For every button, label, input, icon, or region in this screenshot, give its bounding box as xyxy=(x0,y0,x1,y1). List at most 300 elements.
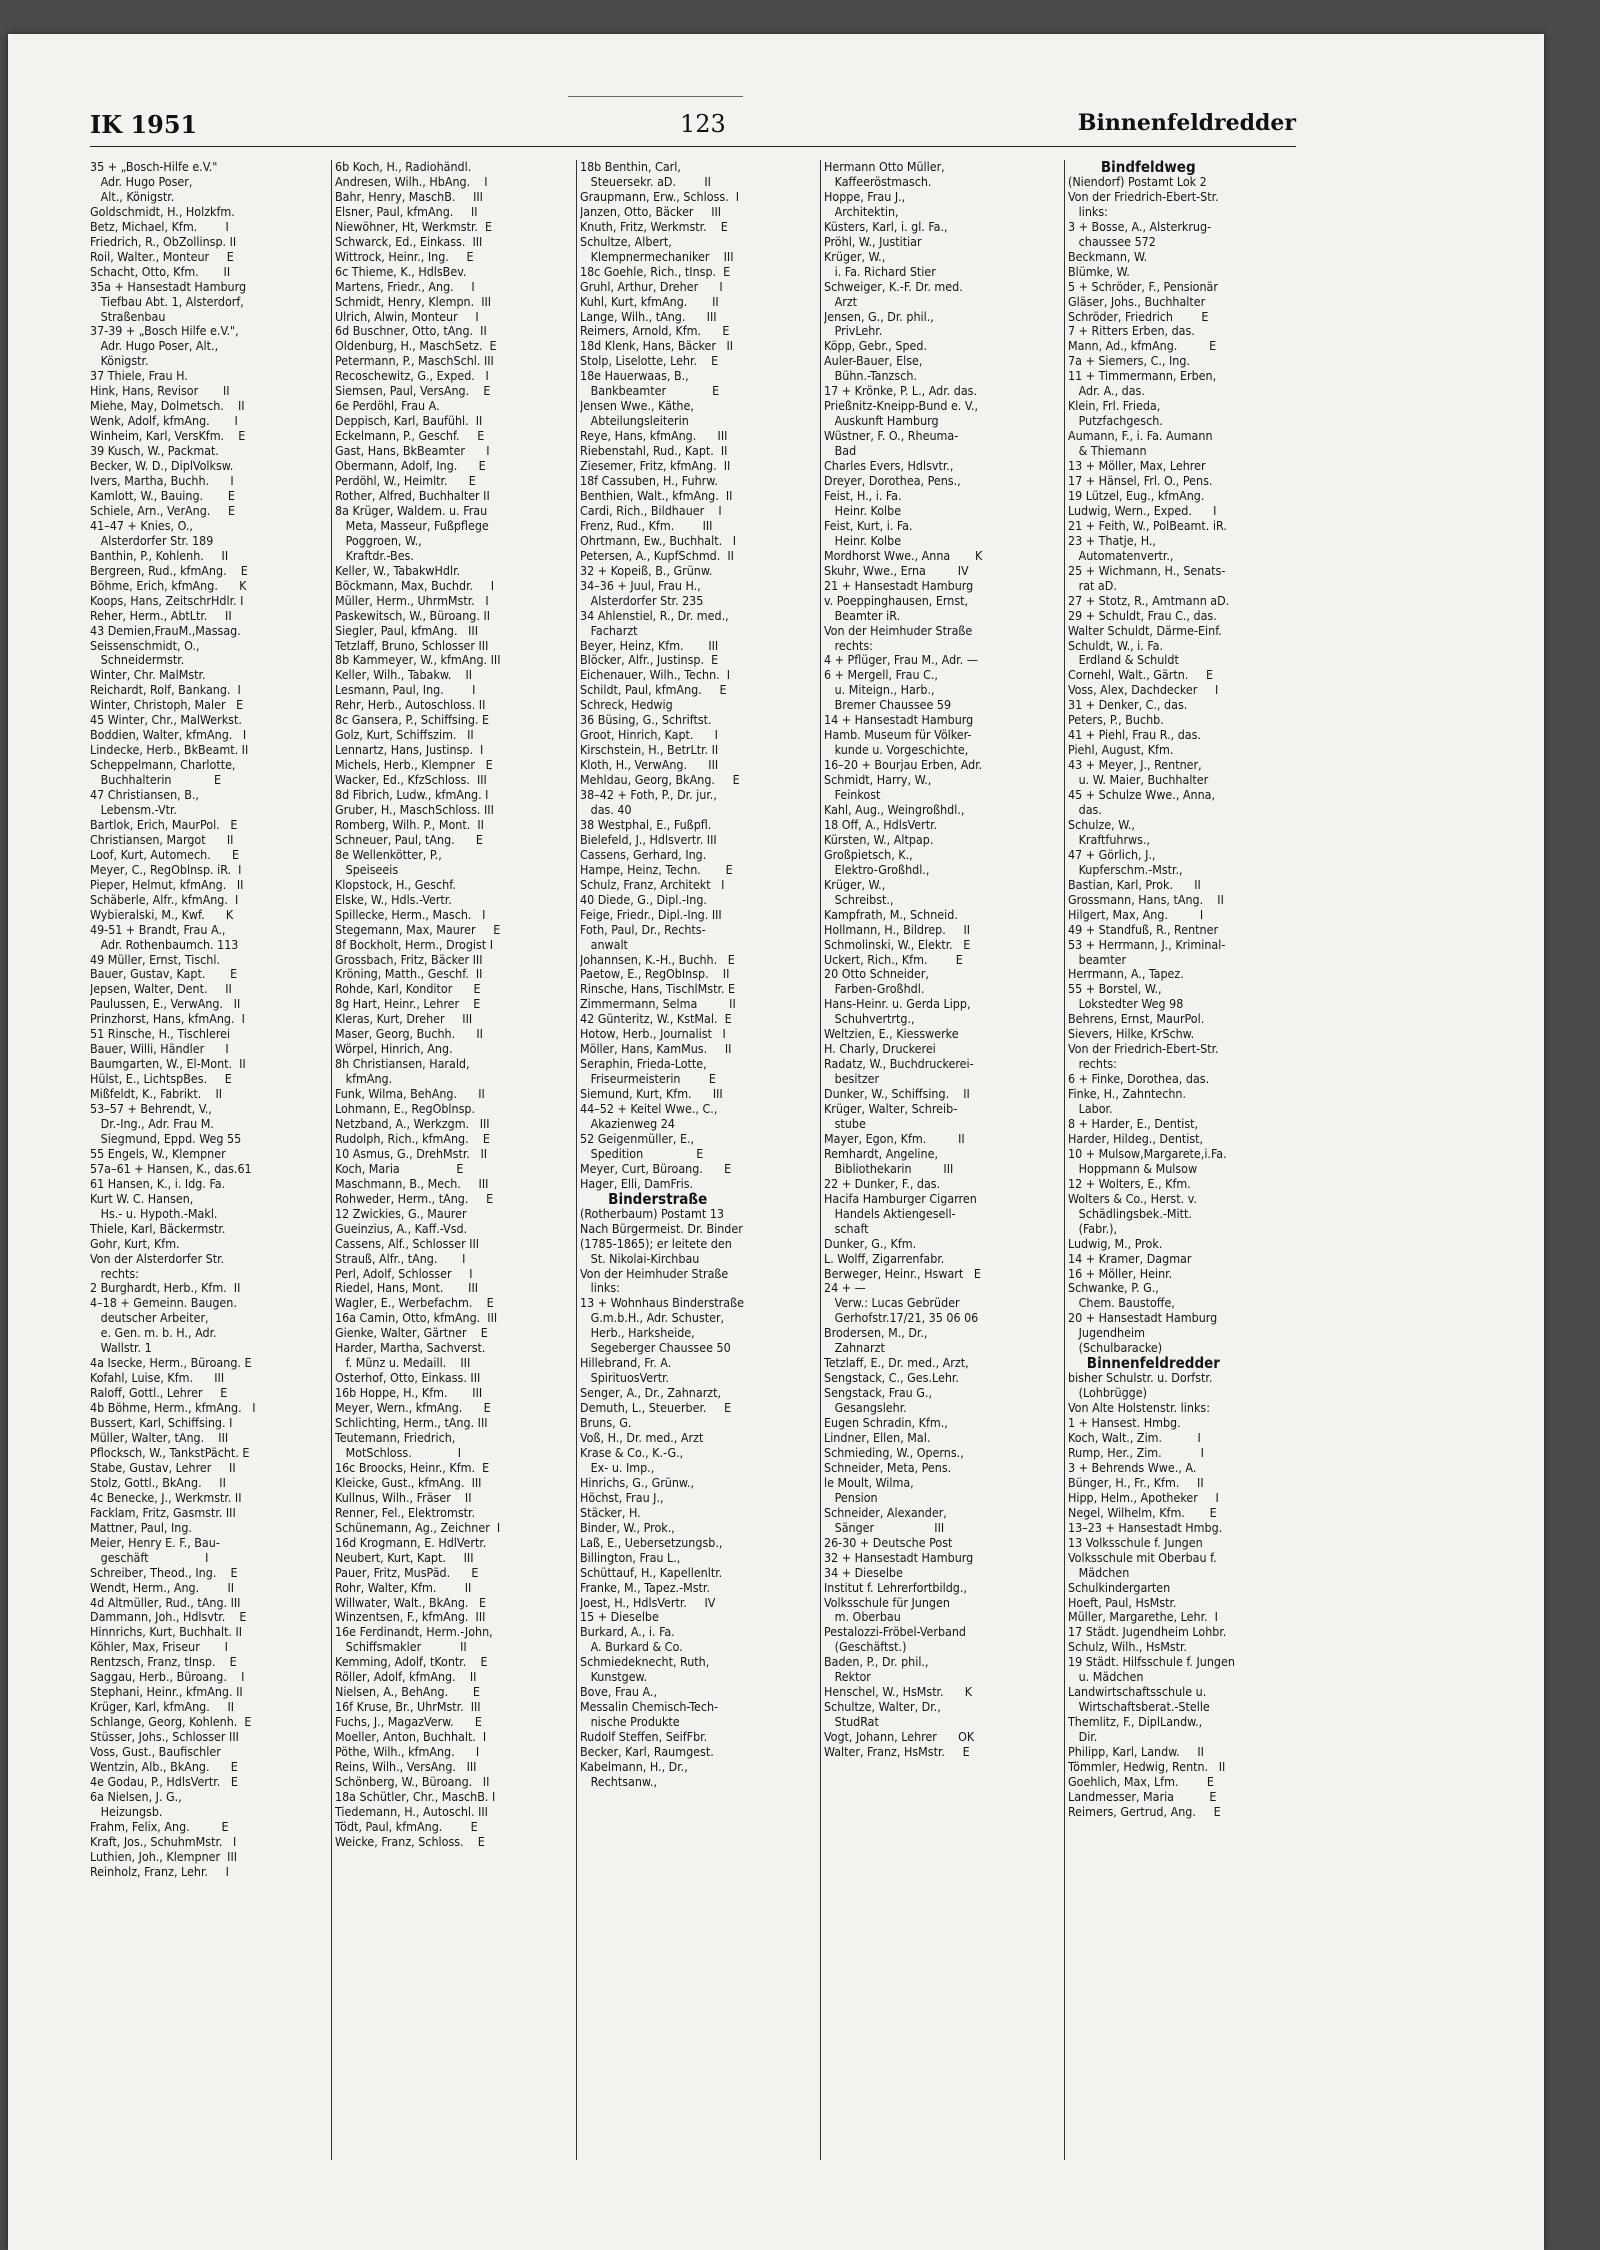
directory-line: Stäcker, H. xyxy=(580,1505,641,1520)
directory-line: (Fabr.), xyxy=(1068,1221,1118,1236)
directory-line: Teutemann, Friedrich, xyxy=(335,1431,456,1446)
directory-line: Facharzt xyxy=(580,623,638,638)
directory-line: Niewöhner, Ht, Werkmstr. E xyxy=(335,219,493,234)
directory-line: Chem. Baustoffe, xyxy=(1068,1296,1175,1311)
directory-line: Kullnus, Wilh., Fräser II xyxy=(335,1490,472,1505)
directory-line: Schneuer, Paul, tAng. E xyxy=(335,832,483,847)
directory-line: nische Produkte xyxy=(580,1715,680,1730)
directory-line: Weicke, Franz, Schloss. E xyxy=(335,1834,485,1849)
directory-line: Schmiedeknecht, Ruth, xyxy=(580,1655,710,1670)
directory-line: Christiansen, Margot II xyxy=(90,832,234,847)
directory-line: kunde u. Vorgeschichte, xyxy=(824,743,969,758)
directory-line: Volksschule für Jungen xyxy=(824,1595,950,1610)
directory-line: Wittrock, Heinr., Ing. E xyxy=(335,249,474,264)
directory-line: 10 Asmus, G., DrehMstr. II xyxy=(335,1146,488,1161)
directory-line: Andresen, Wilh., HbAng. I xyxy=(335,174,488,189)
directory-line: 13 + Möller, Max, Lehrer xyxy=(1068,459,1206,474)
directory-line: Akazienweg 24 xyxy=(580,1117,675,1131)
directory-line: 11 + Timmermann, Erben, xyxy=(1068,369,1217,384)
directory-line: Speiseeis xyxy=(335,862,399,877)
directory-line: Goehlich, Max, Lfm. E xyxy=(1068,1774,1214,1789)
street-heading: Binnenfeldredder xyxy=(1068,1356,1220,1372)
directory-line: 24 + — xyxy=(824,1281,866,1296)
directory-line: L. Wolff, Zigarrenfabr. xyxy=(824,1251,945,1266)
directory-line: Steuersekr. aD. II xyxy=(580,174,711,189)
directory-line: Tetzlaff, E., Dr. med., Arzt, xyxy=(824,1356,969,1371)
directory-line: MotSchloss. I xyxy=(335,1445,462,1460)
directory-line: Hillebrand, Fr. A. xyxy=(580,1356,672,1371)
directory-line: Jepsen, Walter, Dent. II xyxy=(90,982,232,997)
directory-line: 8 + Harder, E., Dentist, xyxy=(1068,1117,1199,1131)
directory-line: Eugen Schradin, Kfm., xyxy=(824,1416,948,1431)
directory-line: Sänger III xyxy=(824,1520,945,1535)
directory-line: Köpp, Gebr., Sped. xyxy=(824,339,928,354)
directory-line: Reimers, Arnold, Kfm. E xyxy=(580,324,730,339)
directory-line: 16c Broocks, Heinr., Kfm. E xyxy=(335,1460,490,1475)
directory-line: Walter Schuldt, Därme-Einf. xyxy=(1068,623,1222,638)
directory-line: Lindecke, Herb., BkBeamt. II xyxy=(90,743,249,758)
directory-line: Gruhl, Arthur, Dreher I xyxy=(580,279,723,294)
directory-line: (Lohbrügge) xyxy=(1068,1386,1147,1401)
directory-line: Pöthe, Wilh., kfmAng. I xyxy=(335,1745,480,1760)
directory-line: Luthien, Joh., Klempner III xyxy=(90,1849,238,1864)
directory-line: Heinr. Kolbe xyxy=(824,503,902,518)
directory-line: Siemsen, Paul, VersAng. E xyxy=(335,384,491,399)
directory-line: Saggau, Herb., Büroang. I xyxy=(90,1670,245,1685)
directory-line: Hink, Hans, Revisor II xyxy=(90,384,230,399)
directory-line: 7a + Siemers, C., Ing. xyxy=(1068,354,1190,369)
directory-line: Winter, Christoph, Maler E xyxy=(90,698,244,713)
directory-line: Lokstedter Weg 98 xyxy=(1068,997,1184,1012)
directory-line: Feinkost xyxy=(824,788,881,803)
directory-line: Petermann, P., MaschSchl. III xyxy=(335,354,494,369)
directory-line: le Moult, Wilma, xyxy=(824,1475,914,1490)
directory-line: Schulze, W., xyxy=(1068,817,1135,832)
directory-line: Krüger, W., xyxy=(824,249,886,264)
directory-line: Alt., Königstr. xyxy=(90,189,175,204)
directory-line: Frenz, Rud., Kfm. III xyxy=(580,518,713,533)
directory-line: Heizungsb. xyxy=(90,1804,163,1819)
directory-line: PrivLehr. xyxy=(824,324,883,339)
directory-line: 2 Burghardt, Herb., Kfm. II xyxy=(90,1281,241,1296)
directory-line: Siegmund, Eppd. Weg 55 xyxy=(90,1131,242,1146)
directory-line: 45 + Schulze Wwe., Anna, xyxy=(1068,788,1216,803)
directory-line: Kahl, Aug., Weingroßhdl., xyxy=(824,802,965,817)
directory-line: 53 + Herrmann, J., Kriminal- xyxy=(1068,937,1226,952)
directory-line: Kleras, Kurt, Dreher III xyxy=(335,1012,473,1027)
directory-line: Hacifa Hamburger Cigarren xyxy=(824,1191,977,1206)
street-heading: Bindfeldweg xyxy=(1068,160,1196,175)
directory-line: Bielefeld, J., Hdlsvertr. III xyxy=(580,832,717,847)
directory-line: Von der Friedrich-Ebert-Str. xyxy=(1068,189,1219,204)
directory-line: 29 + Schuldt, Frau C., das. xyxy=(1068,608,1217,623)
directory-line: Böckmann, Max, Buchdr. I xyxy=(335,578,495,593)
directory-line: Pröhl, W., Justitiar xyxy=(824,234,922,249)
directory-line: 18f Cassuben, H., Fuhrw. xyxy=(580,474,718,489)
directory-line: Müller, Margarethe, Lehr. I xyxy=(1068,1610,1218,1625)
directory-line: Johannsen, K.-H., Buchh. E xyxy=(580,952,735,967)
directory-line: Bremer Chaussee 59 xyxy=(824,698,952,713)
directory-column-4 xyxy=(824,160,1060,2170)
directory-line: Erdland & Schuldt xyxy=(1068,653,1179,668)
directory-line: Verw.: Lucas Gebrüder xyxy=(824,1296,960,1311)
directory-line: 43 + Meyer, J., Rentner, xyxy=(1068,758,1202,773)
directory-line: Keller, W., TabakwHdlr. xyxy=(335,563,461,578)
directory-line: 27 + Stotz, R., Amtmann aD. xyxy=(1068,593,1230,608)
directory-line: (Schulbaracke) xyxy=(1068,1341,1163,1356)
directory-line: Reye, Hans, kfmAng. III xyxy=(580,429,728,444)
directory-line: Facklam, Fritz, Gasmstr. III xyxy=(90,1505,236,1520)
directory-line: Harder, Hildeg., Dentist, xyxy=(1068,1131,1204,1146)
directory-line: Gohr, Kurt, Kfm. xyxy=(90,1236,180,1251)
directory-line: Röller, Adolf, kfmAng. II xyxy=(335,1670,477,1685)
directory-line: f. Münz u. Medaill. III xyxy=(335,1356,471,1371)
directory-line: Schwanke, P. G., xyxy=(1068,1281,1159,1296)
directory-line: Pieper, Helmut, kfmAng. II xyxy=(90,877,244,892)
directory-line: Stabe, Gustav, Lehrer II xyxy=(90,1460,236,1475)
directory-line: Gerhofstr.17/21, 35 06 06 xyxy=(824,1311,979,1326)
directory-line: 61 Hansen, K., i. Idg. Fa. xyxy=(90,1176,226,1191)
directory-line: 35a + Hansestadt Hamburg xyxy=(90,279,247,294)
directory-line: Ivers, Martha, Buchh. I xyxy=(90,474,234,489)
directory-page xyxy=(8,34,1544,2250)
directory-line: Paetow, E., RegObInsp. II xyxy=(580,967,730,982)
directory-line: Krüger, W., xyxy=(824,877,886,892)
directory-line: Piehl, August, Kfm. xyxy=(1068,743,1174,758)
directory-line: Klopstock, H., Geschf. xyxy=(335,877,456,892)
directory-line: 4d Altmüller, Rud., tAng. III xyxy=(90,1595,241,1610)
directory-line: 3 + Behrends Wwe., A. xyxy=(1068,1460,1197,1475)
directory-line: Bruns, G. xyxy=(580,1416,632,1431)
directory-line: Reins, Wilh., VersAng. III xyxy=(335,1759,477,1774)
directory-line: Lindner, Ellen, Mal. xyxy=(824,1431,931,1446)
directory-line: Rentzsch, Franz, tInsp. E xyxy=(90,1655,237,1670)
directory-line: 13 Volksschule f. Jungen xyxy=(1068,1535,1203,1550)
directory-line: Recoschewitz, G., Exped. I xyxy=(335,369,489,384)
directory-line: 32 + Hansestadt Hamburg xyxy=(824,1550,974,1565)
directory-line: Straßenbau xyxy=(90,309,166,324)
directory-line: 41 + Piehl, Frau R., das. xyxy=(1068,728,1201,743)
directory-line: Knuth, Fritz, Werkmstr. E xyxy=(580,219,728,234)
directory-line: Martens, Friedr., Ang. I xyxy=(335,279,475,294)
directory-line: rechts: xyxy=(1068,1057,1117,1072)
directory-line: bisher Schulstr. u. Dorfstr. xyxy=(1068,1371,1213,1386)
directory-line: Rinsche, Hans, TischlMstr. E xyxy=(580,982,736,997)
directory-line: Demuth, L., Steuerber. E xyxy=(580,1401,732,1416)
directory-line: Auler-Bauer, Else, xyxy=(824,354,923,369)
directory-line: Ulrich, Alwin, Monteur I xyxy=(335,309,479,324)
directory-line: Funk, Wilma, BehAng. II xyxy=(335,1087,485,1102)
directory-line: Schulkindergarten xyxy=(1068,1580,1171,1595)
directory-line: Segeberger Chaussee 50 xyxy=(580,1341,731,1356)
directory-line: Meyer, C., RegOblnsp. iR. I xyxy=(90,862,242,877)
directory-line: 16a Camin, Otto, kfmAng. III xyxy=(335,1311,498,1326)
directory-line: 53–57 + Behrendt, V., xyxy=(90,1102,212,1117)
directory-line: Prinzhorst, Hans, kfmAng. I xyxy=(90,1012,245,1027)
directory-line: i. Fa. Richard Stier xyxy=(824,264,936,279)
directory-line: rechts: xyxy=(824,638,873,653)
directory-line: Müller, Walter, tAng. III xyxy=(90,1431,229,1446)
directory-line: Obermann, Adolf, Ing. E xyxy=(335,459,486,474)
directory-line: 31 + Denker, C., das. xyxy=(1068,698,1188,713)
directory-line: 45 Winter, Chr., MalWerkst. xyxy=(90,713,242,728)
directory-line: 41–47 + Knies, O., xyxy=(90,518,193,533)
directory-line: 8h Christiansen, Harald, xyxy=(335,1057,470,1072)
directory-line: Adr. Hugo Poser, Alt., xyxy=(90,339,219,354)
directory-line: Feige, Friedr., Dipl.-Ing. III xyxy=(580,907,722,922)
directory-line: Tetzlaff, Bruno, Schlosser III xyxy=(335,638,489,653)
directory-line: Pension xyxy=(824,1490,878,1505)
directory-line: Rudolph, Rich., kfmAng. E xyxy=(335,1131,490,1146)
directory-line: Foth, Paul, Dr., Rechts- xyxy=(580,922,706,937)
directory-line: Schlange, Georg, Kohlenh. E xyxy=(90,1715,252,1730)
directory-line: Frahm, Felix, Ang. E xyxy=(90,1819,229,1834)
directory-line: Lennartz, Hans, Justinsp. I xyxy=(335,743,484,758)
directory-line: 18a Schütler, Chr., MaschB. I xyxy=(335,1789,496,1804)
directory-line: Moeller, Anton, Buchhalt. I xyxy=(335,1730,487,1745)
directory-line: Schwarck, Ed., Einkass. III xyxy=(335,234,483,249)
directory-line: Schreibst., xyxy=(824,892,894,907)
directory-line: Gesangslehr. xyxy=(824,1401,907,1416)
directory-line: Wacker, Ed., KfzSchloss. III xyxy=(335,773,487,788)
directory-line: St. Nikolai-Kirchbau xyxy=(580,1251,700,1266)
directory-line: 19 Städt. Hilfsschule f. Jungen xyxy=(1068,1655,1235,1670)
directory-line: Kabelmann, H., Dr., xyxy=(580,1759,688,1774)
directory-line: 49 Müller, Ernst, Tischl. xyxy=(90,952,221,967)
directory-line: Cassens, Alf., Schlosser III xyxy=(335,1236,480,1251)
directory-line: Großpietsch, K., xyxy=(824,847,913,862)
directory-line: Auskunft Hamburg xyxy=(824,414,939,429)
directory-line: 14 + Hansestadt Hamburg xyxy=(824,713,974,728)
directory-line: Herb., Harksheide, xyxy=(580,1326,695,1341)
directory-line: Ohrtmann, Ew., Buchhalt. I xyxy=(580,533,737,548)
directory-line: 44–52 + Keitel Wwe., C., xyxy=(580,1102,718,1117)
directory-line: Gueinzius, A., Kaff.-Vsd. xyxy=(335,1221,468,1236)
directory-line: Pflocksch, W., TankstPächt. E xyxy=(90,1445,250,1460)
directory-line: Jensen Wwe., Käthe, xyxy=(580,399,694,414)
directory-line: Hollmann, H., Bildrep. II xyxy=(824,922,971,937)
directory-line: Adr. Hugo Poser, xyxy=(90,174,193,189)
directory-line: Hinnrichs, Kurt, Buchhalt. II xyxy=(90,1625,243,1640)
directory-line: Seraphin, Frieda-Lotte, xyxy=(580,1057,707,1072)
directory-line: Meyer, Curt, Büroang. E xyxy=(580,1161,732,1176)
directory-line: Koch, Walt., Zim. I xyxy=(1068,1431,1201,1446)
directory-line: Prießnitz-Kneipp-Bund e. V., xyxy=(824,399,978,414)
directory-line: Wolters & Co., Herst. v. xyxy=(1068,1191,1197,1206)
directory-line: Bove, Frau A., xyxy=(580,1685,658,1700)
directory-line: 8d Fibrich, Ludw., kfmAng. I xyxy=(335,788,489,803)
directory-line: 34 + Dieselbe xyxy=(824,1565,903,1580)
directory-line: Bauer, Gustav, Kapt. E xyxy=(90,967,238,982)
directory-line: Schröder, Friedrich E xyxy=(1068,309,1209,324)
directory-line: kfmAng. xyxy=(335,1072,393,1087)
directory-line: Schiffsmakler II xyxy=(335,1640,467,1655)
directory-line: Bartlok, Erich, MaurPol. E xyxy=(90,817,238,832)
directory-line: 18c Goehle, Rich., tInsp. E xyxy=(580,264,731,279)
directory-line: G.m.b.H., Adr. Schuster, xyxy=(580,1311,725,1326)
directory-line: Reinholz, Franz, Lehr. I xyxy=(90,1864,229,1879)
directory-line: Paulussen, E., VerwAng. II xyxy=(90,997,241,1012)
directory-line: Winzentsen, F., kfmAng. III xyxy=(335,1610,486,1625)
directory-line: Hager, Elli, DamFris. xyxy=(580,1176,694,1191)
directory-line: Schiele, Arn., VerAng. E xyxy=(90,503,236,518)
column-divider xyxy=(820,160,821,2160)
directory-line: Schädlingsbek.-Mitt. xyxy=(1068,1206,1192,1221)
directory-line: Tiefbau Abt. 1, Alsterdorf, xyxy=(90,294,244,309)
directory-line: Grossmann, Hans, tAng. II xyxy=(1068,892,1224,907)
directory-line: 47 Christiansen, B., xyxy=(90,788,199,803)
directory-line: 18e Hauerwaas, B., xyxy=(580,369,689,384)
directory-line: Lesmann, Paul, Ing. I xyxy=(335,683,476,698)
directory-line: chaussee 572 xyxy=(1068,234,1156,249)
directory-line: (Niendorf) Postamt Lok 2 xyxy=(1068,174,1207,189)
directory-line: Hs.- u. Hypoth.-Makl. xyxy=(90,1206,218,1221)
directory-line: Rohr, Walter, Kfm. II xyxy=(335,1580,472,1595)
directory-line: Schüttauf, H., Kapellenltr. xyxy=(580,1565,723,1580)
directory-line: Stüsser, Johs., Schlosser III xyxy=(90,1730,239,1745)
column-divider xyxy=(1064,160,1065,2160)
directory-line: Schmolinski, W., Elektr. E xyxy=(824,937,971,952)
directory-line: Bühn.-Tanzsch. xyxy=(824,369,917,384)
directory-line: Perdöhl, W., Heimltr. E xyxy=(335,474,476,489)
directory-line: Paskewitsch, W., Büroang. II xyxy=(335,608,491,623)
directory-line: Mißfeldt, K., Fabrikt. II xyxy=(90,1087,223,1102)
directory-line: Reimers, Gertrud, Ang. E xyxy=(1068,1804,1221,1819)
directory-line: 6 + Mergell, Frau C., xyxy=(824,668,938,683)
directory-line: Schweiger, K.-F. Dr. med. xyxy=(824,279,963,294)
directory-line: 49 + Standfuß, R., Rentner xyxy=(1068,922,1219,937)
directory-line: Landwirtschaftsschule u. xyxy=(1068,1685,1207,1700)
directory-line: Rehr, Herb., Autoschloss. II xyxy=(335,698,486,713)
directory-line: Joest, H., HdlsVertr. IV xyxy=(580,1595,716,1610)
directory-line: Klempnermechaniker III xyxy=(580,249,734,264)
directory-line: Bahr, Henry, MaschB. III xyxy=(335,189,483,204)
directory-line: stube xyxy=(824,1117,866,1131)
directory-line: Harder, Martha, Sachverst. xyxy=(335,1341,486,1356)
directory-line: Von Alte Holstenstr. links: xyxy=(1068,1401,1210,1416)
directory-line: Krüger, Walter, Schreib- xyxy=(824,1102,958,1117)
directory-line: Kraftdr.-Bes. xyxy=(335,548,414,563)
directory-line: Abteilungsleiterin xyxy=(580,414,689,429)
directory-line: Stegemann, Max, Maurer E xyxy=(335,922,501,937)
directory-line: Henschel, W., HsMstr. K xyxy=(824,1685,973,1700)
directory-line: 4a Isecke, Herm., Büroang. E xyxy=(90,1356,252,1371)
directory-line: Schneidermstr. xyxy=(90,653,185,668)
directory-line: Beamter iR. xyxy=(824,608,901,623)
directory-line: Meyer, Wern., kfmAng. E xyxy=(335,1401,491,1416)
directory-line: Hermann Otto Müller, xyxy=(824,160,945,174)
directory-line: 8b Kammeyer, W., kfmAng. III xyxy=(335,653,501,668)
directory-line: Schmidt, Harry, W., xyxy=(824,773,932,788)
directory-line: Stephani, Heinr., kfmAng. II xyxy=(90,1685,243,1700)
directory-line: Alsterdorfer Str. 189 xyxy=(90,533,214,548)
directory-line: u. Miteign., Harb., xyxy=(824,683,935,698)
directory-line: Gläser, Johs., Buchhalter xyxy=(1068,294,1206,309)
directory-line: Grossbach, Fritz, Bäcker III xyxy=(335,952,483,967)
directory-line: 17 + Hänsel, Frl. O., Pens. xyxy=(1068,474,1213,489)
directory-line: Billington, Frau L., xyxy=(580,1550,681,1565)
directory-line: Stolp, Liselotte, Lehr. E xyxy=(580,354,719,369)
directory-line: 14 + Kramer, Dagmar xyxy=(1068,1251,1192,1266)
directory-line: 6 + Finke, Dorothea, das. xyxy=(1068,1072,1210,1087)
directory-line: Becker, W. D., DiplVolksw. xyxy=(90,459,234,474)
directory-line: Beyer, Heinz, Kfm. III xyxy=(580,638,719,653)
directory-line: Wentzin, Alb., BkAng. E xyxy=(90,1759,238,1774)
directory-line: Eichenauer, Wilh., Techn. I xyxy=(580,668,731,683)
directory-line: 16–20 + Bourjau Erben, Adr. xyxy=(824,758,983,773)
directory-line: Elektro-Großhdl., xyxy=(824,862,930,877)
directory-line: Farben-Großhdl. xyxy=(824,982,925,997)
directory-line: Bauer, Willi, Händler I xyxy=(90,1042,229,1057)
directory-line: Zahnarzt xyxy=(824,1341,885,1356)
directory-line: 6c Thieme, K., HdlsBev. xyxy=(335,264,467,279)
directory-line: Miehe, May, Dolmetsch. II xyxy=(90,399,245,414)
directory-line: Schildt, Paul, kfmAng. E xyxy=(580,683,727,698)
directory-line: Friedrich, R., ObZollinsp. II xyxy=(90,234,237,249)
directory-line: Klein, Frl. Frieda, xyxy=(1068,399,1161,414)
directory-line: Walter, Franz, HsMstr. E xyxy=(824,1745,970,1760)
directory-line: (Geschäftst.) xyxy=(824,1640,907,1655)
page-number: 123 xyxy=(680,110,726,138)
directory-line: 16f Kruse, Br., UhrMstr. III xyxy=(335,1700,481,1715)
directory-line: 17 Städt. Jugendheim Lohbr. xyxy=(1068,1625,1227,1640)
directory-line: Siemund, Kurt, Kfm. III xyxy=(580,1087,723,1102)
directory-line: Osterhof, Otto, Einkass. III xyxy=(335,1371,481,1386)
directory-line: 35 + „Bosch-Hilfe e.V." xyxy=(90,160,218,174)
directory-line: 6b Koch, H., Radiohändl. xyxy=(335,160,472,174)
directory-line: 8f Bockholt, Herm., Drogist I xyxy=(335,937,494,952)
directory-line: das. 40 xyxy=(580,802,632,817)
directory-line: Kamlott, W., Bauing. E xyxy=(90,488,235,503)
directory-line: Cassens, Gerhard, Ing. xyxy=(580,847,707,862)
directory-line: Friseurmeisterin E xyxy=(580,1072,716,1087)
directory-line: Handels Aktiengesell- xyxy=(824,1206,956,1221)
directory-line: Dr.-Ing., Adr. Frau M. xyxy=(90,1117,214,1131)
directory-line: & Thiemann xyxy=(1068,444,1147,459)
directory-line: Cornehl, Walt., Gärtn. E xyxy=(1068,668,1214,683)
directory-line: Binder, W., Prok., xyxy=(580,1520,675,1535)
directory-line: Von der Alsterdorfer Str. xyxy=(90,1251,225,1266)
directory-line: Romberg, Wilh. P., Mont. II xyxy=(335,817,484,832)
directory-line: Köhler, Max, Friseur I xyxy=(90,1640,228,1655)
directory-line: 16 + Möller, Heinr. xyxy=(1068,1266,1173,1281)
directory-line: 32 + Kopeiß, B., Grünw. xyxy=(580,563,713,578)
directory-line: Mann, Ad., kfmAng. E xyxy=(1068,339,1217,354)
directory-line: (Rotherbaum) Postamt 13 xyxy=(580,1206,725,1221)
directory-line: Hilgert, Max, Ang. I xyxy=(1068,907,1204,922)
directory-line: Lohmann, E., RegOblnsp. xyxy=(335,1102,476,1117)
page-header xyxy=(90,110,1296,147)
directory-line: 20 + Hansestadt Hamburg xyxy=(1068,1311,1218,1326)
directory-line: Rohweder, Herm., tAng. E xyxy=(335,1191,494,1206)
directory-line: Hans-Heinr. u. Gerda Lipp, xyxy=(824,997,971,1012)
directory-line: Mädchen xyxy=(1068,1565,1130,1580)
directory-line: Arzt xyxy=(824,294,858,309)
directory-line: 42 Günteritz, W., KstMal. E xyxy=(580,1012,732,1027)
directory-line: Kirschstein, H., BetrLtr. II xyxy=(580,743,719,758)
directory-line: Hipp, Helm., Apotheker I xyxy=(1068,1490,1219,1505)
directory-line: 47 + Görlich, J., xyxy=(1068,847,1156,862)
directory-line: Banthin, P., Kohlenh. II xyxy=(90,548,229,563)
directory-line: Kaffeeröstmasch. xyxy=(824,174,932,189)
directory-line: 43 Demien,FrauM.,Massag. xyxy=(90,623,241,638)
directory-line: Koch, Maria E xyxy=(335,1161,464,1176)
directory-line: Schulz, Wilh., HsMstr. xyxy=(1068,1640,1187,1655)
directory-line: Berweger, Heinr., Hswart E xyxy=(824,1266,981,1281)
directory-line: 26-30 + Deutsche Post xyxy=(824,1535,953,1550)
directory-line: Schäberle, Alfr., kfmAng. I xyxy=(90,892,239,907)
directory-line: 18b Benthin, Carl, xyxy=(580,160,681,174)
